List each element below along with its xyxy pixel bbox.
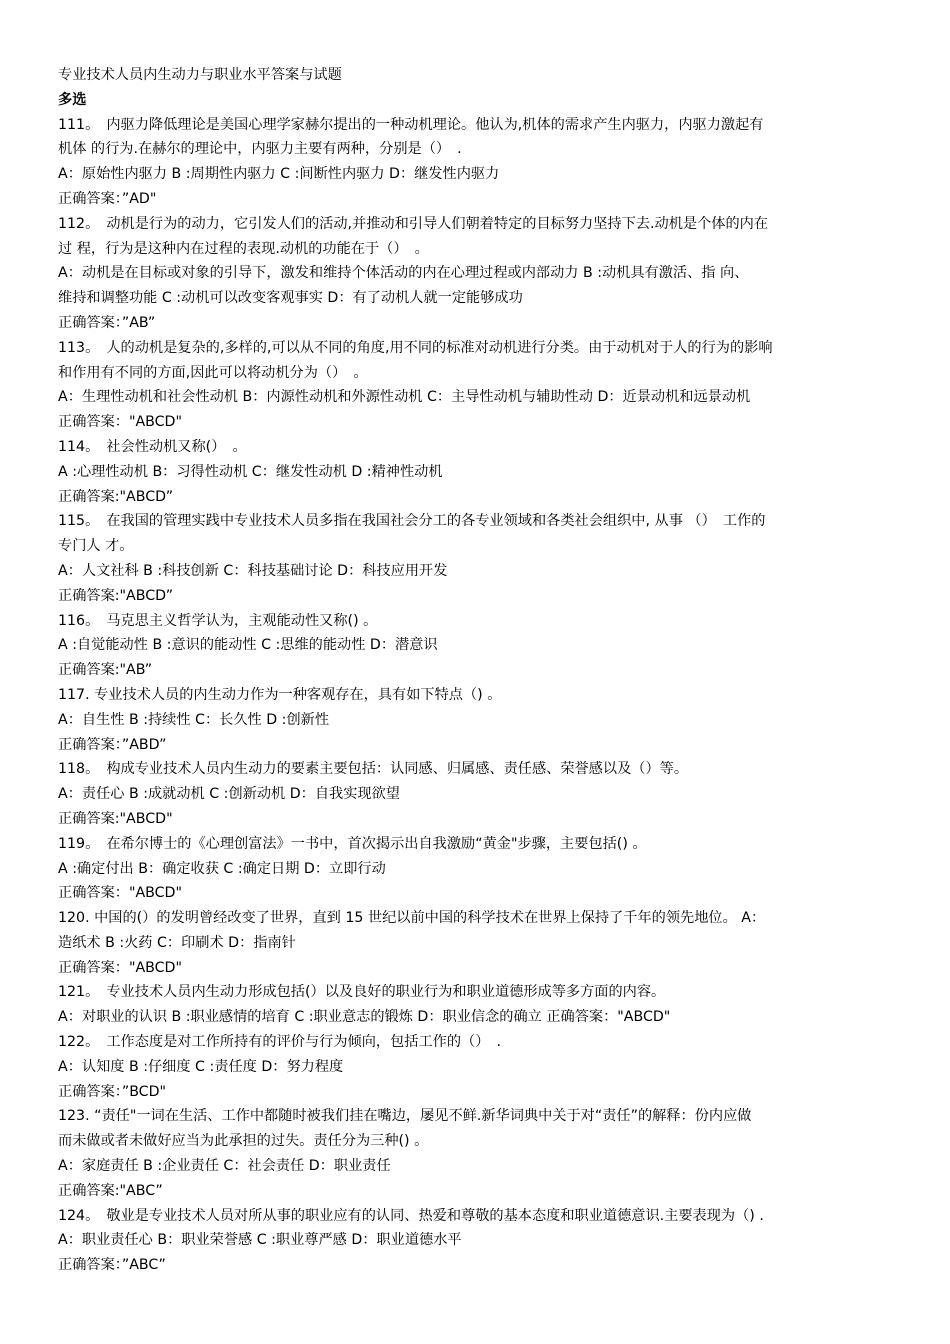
answer-line: 正确答案："ABCD" — [58, 959, 183, 976]
options-line: A：动机是在目标或对象的引导下，激发和维持个体活动的内在心理过程或内部动力 B :动机具有激活、指 向、 — [58, 265, 749, 282]
options-line: A：对职业的认识 B :职业感情的培育 C :职业意志的锻炼 D：职业信念的确立 正确答案："ABCD" — [58, 1009, 671, 1026]
section-heading: 多选 — [58, 91, 87, 108]
text-line: 专门人 才。 — [58, 538, 134, 555]
question-line: 120. 中国的(）的发明曾经改变了世界，直到 15 世纪以前中国的科学技术在世界上保持了千年的领先地位。 A： — [58, 910, 766, 927]
text-line: 造纸术 B :火药 C：印刷术 D：指南针 — [58, 934, 296, 951]
question-line: 117. 专业技术人员的内生动力作为一种客观存在，具有如下特点（) 。 — [58, 686, 502, 703]
question-line: 122。 工作态度是对工作所持有的评价与行为倾向，包括工作的（） . — [58, 1034, 502, 1051]
question-line: 114。 社会性动机又称(） 。 — [58, 438, 247, 455]
options-line: A：责任心 B :成就动机 C :创新动机 D：自我实现欲望 — [58, 786, 400, 803]
options-line: A :心理性动机 B：习得性动机 C：继发性动机 D :精神性动机 — [58, 463, 443, 480]
options-line: A：认知度 B :仔细度 C :责任度 D：努力程度 — [58, 1058, 344, 1075]
document-body — [58, 113, 900, 1278]
text-line: 机体 的行为.在赫尔的理论中，内驱力主要有两种，分别是（） . — [58, 141, 462, 158]
question-line: 113。 人的动机是复杂的,多样的,可以从不同的角度,用不同的标准对动机进行分类。由于动机对于人的行为的影响 — [58, 339, 773, 356]
options-line: A :确定付出 B：确定收获 C :确定日期 D：立即行动 — [58, 860, 386, 877]
answer-line: 正确答案：”BCD" — [58, 1083, 167, 1100]
question-line: 119。 在希尔博士的《心理创富法》一书中，首次揭示出自我激励“黄金"步骤，主要包括() 。 — [58, 835, 647, 852]
options-line: A：家庭责任 B :企业责任 C：社会责任 D：职业责任 — [58, 1158, 391, 1175]
options-line: A：生理性动机和社会性动机 B：内源性动机和外源性动机 C：主导性动机与辅助性动 D：近景动机和远景动机 — [58, 389, 751, 406]
options-line: A：人文社科 B :科技创新 C：科技基础讨论 D：科技应用开发 — [58, 562, 448, 579]
document-title: 专业技术人员内生动力与职业水平答案与试题 — [58, 67, 342, 83]
question-line: 121。 专业技术人员内生动力形成包括(）以及良好的职业行为和职业道德形成等多方面的内容。 — [58, 984, 666, 1001]
question-line: 116。 马克思主义哲学认为，主观能动性又称() 。 — [58, 612, 378, 629]
text-line: 维持和调整功能 C :动机可以改变客观事实 D：有了动机人就一定能够成功 — [58, 290, 523, 307]
answer-line: 正确答案："ABCD" — [58, 885, 183, 902]
answer-line: 正确答案:"AB” — [58, 662, 153, 679]
options-line: A：自生性 B :持续性 C：长久性 D :创新性 — [58, 711, 330, 728]
answer-line: 正确答案：”AD" — [58, 190, 157, 207]
options-line: A：原始性内驱力 B :周期性内驱力 C :间断性内驱力 D：继发性内驱力 — [58, 166, 500, 183]
question-line: 123. “责任"一词在生活、工作中都随时被我们挂在嘴边，屡见不鲜.新华词典中关于对“责任”的解释：份内应做 — [58, 1108, 752, 1125]
question-line: 112。 动机是行为的动力，它引发人们的活动,并推动和引导人们朝着特定的目标努力坚持下去.动机是个体的内在 — [58, 215, 769, 232]
answer-line: 正确答案：”AB” — [58, 314, 156, 331]
answer-line: 正确答案:"ABCD" — [58, 810, 173, 827]
question-line: 124。 敬业是专业技术人员对所从事的职业应有的认同、热爱和尊敬的基本态度和职业道德意识.主要表现为（) . — [58, 1207, 764, 1224]
answer-line: 正确答案：”ABC” — [58, 1257, 166, 1274]
answer-line: 正确答案："ABCD" — [58, 414, 183, 431]
text-line: 过 程，行为是这种内在过程的表现.动机的功能在于（） 。 — [58, 240, 429, 257]
question-line: 115。 在我国的管理实践中专业技术人员多指在我国社会分工的各专业领域和各类社会组织中, 从事 （） 工作的 — [58, 513, 766, 530]
answer-line: 正确答案:"ABC” — [58, 1182, 163, 1199]
question-line: 111。 内驱力降低理论是美国心理学家赫尔提出的一种动机理论。他认为,机体的需求产生内驱力，内驱力激起有 — [58, 116, 764, 133]
text-line: 而未做或者未做好应当为此承担的过失。责任分为三种() 。 — [58, 1133, 429, 1150]
text-line: 和作用有不同的方面,因此可以将动机分为（） 。 — [58, 364, 368, 381]
answer-line: 正确答案:"ABCD” — [58, 587, 174, 604]
question-line: 118。 构成专业技术人员内生动力的要素主要包括：认同感、归属感、责任感、荣誉感以及（）等。 — [58, 761, 689, 778]
options-line: A：职业责任心 B：职业荣誉感 C :职业尊严感 D：职业道德水平 — [58, 1232, 462, 1249]
answer-line: 正确答案：”ABD” — [58, 736, 167, 753]
options-line: A :自觉能动性 B :意识的能动性 C :思维的能动性 D：潜意识 — [58, 637, 438, 654]
answer-line: 正确答案:"ABCD” — [58, 488, 174, 505]
